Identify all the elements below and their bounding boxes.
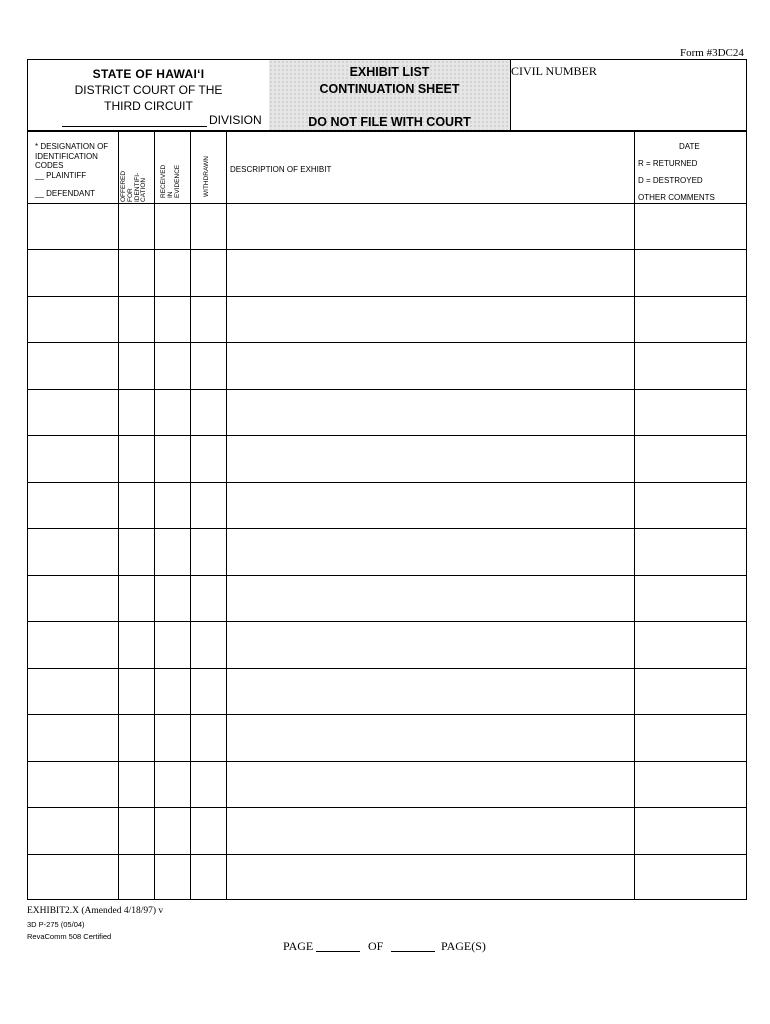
row-divider: [28, 249, 746, 250]
page-label: PAGE: [283, 939, 314, 953]
division-label: DIVISION: [209, 113, 262, 127]
returned-code: R = RETURNED: [638, 159, 698, 168]
row-divider: [28, 807, 746, 808]
form-revision: EXHIBIT2.X (Amended 4/18/97) v: [27, 906, 164, 916]
form-title: EXHIBIT LIST: [349, 65, 430, 79]
other-comments-header: OTHER COMMENTS: [638, 193, 715, 202]
description-header: DESCRIPTION OF EXHIBIT: [230, 165, 332, 174]
designation-header: * DESIGNATION OF IDENTIFICATION CODES __ PLAINTIFF: [35, 142, 109, 180]
court-block: [28, 60, 270, 130]
civil-number-label: CIVIL NUMBER: [511, 64, 597, 78]
column-divider: [118, 132, 119, 899]
row-divider: [28, 714, 746, 715]
column-divider: [154, 132, 155, 899]
row-divider: [28, 621, 746, 622]
form-subtitle: CONTINUATION SHEET: [319, 82, 460, 96]
pages-label: PAGE(S): [441, 939, 486, 953]
column-divider: [634, 132, 635, 899]
form-number: Form #3DC24: [680, 47, 744, 59]
title-block: [269, 60, 511, 130]
row-divider: [28, 528, 746, 529]
state-name: STATE OF HAWAI‘I: [92, 67, 205, 81]
defendant-code: __ DEFENDANT: [35, 189, 96, 198]
withdrawn-header: WITHDRAWN: [203, 156, 210, 197]
filing-notice: DO NOT FILE WITH COURT: [308, 115, 471, 129]
destroyed-code: D = DESTROYED: [638, 176, 703, 185]
row-divider: [28, 575, 746, 576]
circuit-name: THIRD CIRCUIT: [104, 99, 193, 113]
row-divider: [28, 203, 746, 204]
row-divider: [28, 854, 746, 855]
row-divider: [28, 482, 746, 483]
of-label: OF: [368, 939, 384, 953]
column-divider: [190, 132, 191, 899]
row-divider: [28, 342, 746, 343]
date-header: DATE: [679, 142, 700, 151]
exhibit-table: [27, 131, 747, 900]
form-code: 3D P-275 (05/04): [27, 920, 85, 929]
form-header: [27, 59, 747, 131]
row-divider: [28, 668, 746, 669]
row-divider: [28, 296, 746, 297]
page-number-field[interactable]: [316, 951, 360, 952]
row-divider: [28, 761, 746, 762]
offered-header: OFFERED FOR IDENTIFI- CATION: [120, 170, 148, 202]
certification-note: RevaComm 508 Certified: [27, 932, 112, 941]
row-divider: [28, 389, 746, 390]
received-header: RECEIVED IN EVIDENCE: [160, 164, 181, 198]
column-divider: [226, 132, 227, 899]
row-divider: [28, 435, 746, 436]
division-field[interactable]: [62, 114, 207, 127]
court-name: DISTRICT COURT OF THE: [74, 83, 223, 97]
total-pages-field[interactable]: [391, 951, 435, 952]
